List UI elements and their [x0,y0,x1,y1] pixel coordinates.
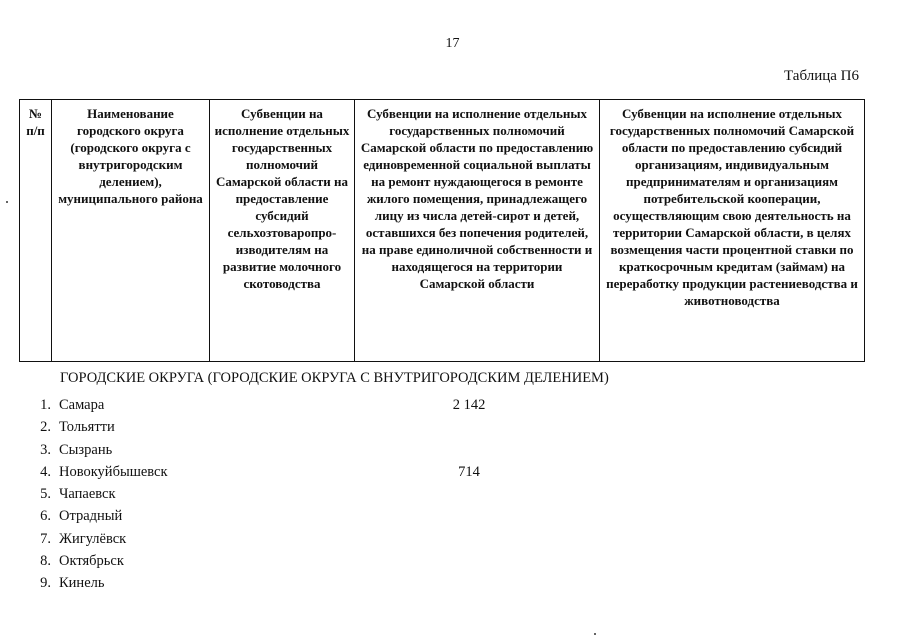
row-index: 3. [40,441,51,458]
row-index: 4. [40,463,51,480]
row-name: Отрадный [59,508,123,525]
header-dairy-subsidies: Субвенции на исполнение отдельных государственных полномочий Самарской области на предоставление субсидий сельхозтоваропро-изводителям на развитие молочного скотоводства [210,100,355,362]
table-row [19,550,864,572]
row-name: Новокуйбышевск [59,463,168,480]
row-index: 2. [40,419,51,436]
row-value: 2 142 [452,397,486,413]
row-index: 9. [40,575,51,592]
table-row [19,439,864,461]
table-row [19,461,864,483]
header-number: № п/п [20,100,52,362]
header-credit-interest-compensation: Субвенции на исполнение отдельных государственных полномочий Самарской области по предоставлению субсидий организациям, индивидуальным предпринимателям и организациям потребительской кооперации, осуществляющим свою деятельность на территории Самарской области, в целях возмещения части процентной ставки по краткосрочным кредитам (займам) на переработку продукции растениеводства и животноводства [600,100,865,362]
row-name: Самара [59,397,105,413]
row-name: Тольятти [59,419,115,436]
section-title: ГОРОДСКИЕ ОКРУГА (ГОРОДСКИЕ ОКРУГА С ВНУТРИГОРОДСКИМ ДЕЛЕНИЕМ) [60,370,609,386]
scan-speck [594,633,596,635]
page-number: 17 [445,36,460,51]
row-name: Сызрань [59,441,113,458]
table-row [19,505,864,527]
subsidy-table-header [19,99,865,362]
table-row [19,572,864,594]
row-index: 1. [40,397,51,413]
table-row [19,394,864,416]
table-row [19,483,864,505]
header-orphan-housing-repair: Субвенции на исполнение отдельных государственных полномочий Самарской области по предоставлению единовременной социальной выплаты на ремонт нуждающегося в ремонте жилого помещения, принадлежащего лицу из числа детей-сирот и детей, оставшихся без попечения родителей, на праве единоличной собственности и находящегося на территории Самарской области [355,100,600,362]
row-index: 5. [40,486,51,503]
municipality-list [19,394,864,595]
row-index: 6. [40,508,51,525]
scan-speck [6,201,8,203]
header-municipality-name: Наименование городского округа (городского округа с внутригородским делением), муниципального района [52,100,210,362]
row-value: 714 [458,463,480,480]
row-name: Кинель [59,575,105,592]
row-name: Жигулёвск [59,530,127,547]
row-name: Октябрьск [59,553,124,570]
table-row [19,528,864,550]
row-name: Чапаевск [59,486,116,503]
row-index: 8. [40,553,51,570]
row-index: 7. [40,530,51,547]
table-row [19,416,864,438]
table-caption: Таблица П6 [784,68,859,84]
